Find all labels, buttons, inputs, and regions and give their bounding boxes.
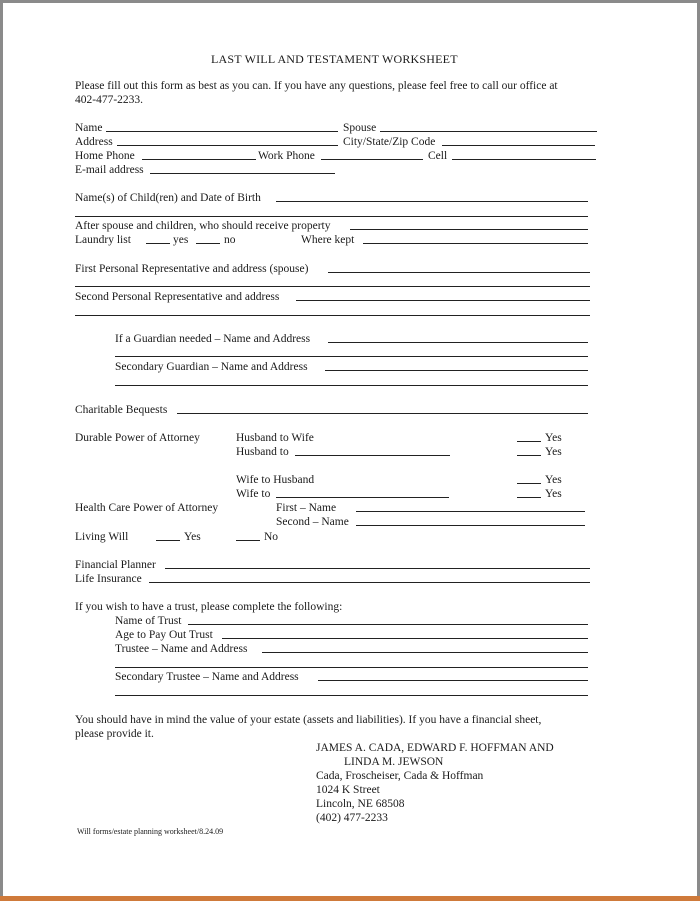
cell-field[interactable] — [452, 159, 596, 160]
secondary-guardian-field[interactable] — [325, 370, 588, 371]
health-poa-label: Health Care Power of Attorney — [75, 502, 219, 514]
trustee-field-line2[interactable] — [115, 667, 588, 668]
wife-to-yes-blank[interactable] — [517, 497, 541, 498]
firm-phone: (402) 477-2233 — [316, 812, 388, 824]
name-of-trust-field[interactable] — [188, 624, 588, 625]
email-label: E-mail address — [75, 164, 144, 176]
secondary-guardian-field-line2[interactable] — [115, 385, 588, 386]
first-name-label: First – Name — [276, 502, 337, 514]
life-insurance-field[interactable] — [149, 582, 590, 583]
laundry-yes-blank[interactable] — [146, 243, 170, 244]
husband-to-label: Husband to — [236, 446, 289, 458]
wife-to-husband-yes-label: Yes — [545, 474, 562, 486]
living-will-label: Living Will — [75, 531, 129, 543]
living-will-yes-label: Yes — [184, 531, 201, 543]
living-will-no-blank[interactable] — [236, 540, 260, 541]
second-rep-label: Second Personal Representative and address — [75, 291, 280, 303]
second-rep-field[interactable] — [296, 300, 590, 301]
husband-to-yes-blank[interactable] — [517, 455, 541, 456]
attorneys-line1: JAMES A. CADA, EDWARD F. HOFFMAN AND — [316, 742, 554, 754]
wife-to-husband-label: Wife to Husband — [236, 474, 315, 486]
secondary-trustee-field[interactable] — [318, 680, 588, 681]
wife-to-label: Wife to — [236, 488, 271, 500]
husband-to-wife-label: Husband to Wife — [236, 432, 314, 444]
email-field[interactable] — [150, 173, 335, 174]
living-will-yes-blank[interactable] — [156, 540, 180, 541]
document-title: LAST WILL AND TESTAMENT WORKSHEET — [211, 52, 458, 66]
cell-label: Cell — [428, 150, 448, 162]
age-payout-label: Age to Pay Out Trust — [115, 629, 213, 641]
children-label: Name(s) of Child(ren) and Date of Birth — [75, 192, 261, 204]
financial-planner-field[interactable] — [165, 568, 590, 569]
after-spouse-label: After spouse and children, who should receive property — [75, 220, 331, 232]
second-rep-field-line2[interactable] — [75, 315, 590, 316]
durable-poa-label: Durable Power of Attorney — [75, 432, 200, 444]
first-rep-field-line2[interactable] — [75, 286, 590, 287]
work-phone-field[interactable] — [321, 159, 423, 160]
spouse-label: Spouse — [343, 122, 377, 134]
firm-street: 1024 K Street — [316, 784, 380, 796]
name-of-trust-label: Name of Trust — [115, 615, 182, 627]
husband-to-wife-yes-label: Yes — [545, 432, 562, 444]
health-second-name-field[interactable] — [356, 525, 585, 526]
secondary-trustee-label: Secondary Trustee – Name and Address — [115, 671, 299, 683]
trustee-field[interactable] — [262, 652, 588, 653]
laundry-no-label: no — [224, 234, 236, 246]
firm-name: Cada, Froscheiser, Cada & Hoffman — [316, 770, 484, 782]
wife-to-field[interactable] — [276, 497, 449, 498]
guardian-label: If a Guardian needed – Name and Address — [115, 333, 311, 345]
secondary-trustee-field-line2[interactable] — [115, 695, 588, 696]
first-rep-label: First Personal Representative and address (spouse) — [75, 263, 309, 275]
firm-city: Lincoln, NE 68508 — [316, 798, 405, 810]
where-kept-label: Where kept — [301, 234, 355, 246]
guardian-field[interactable] — [328, 342, 588, 343]
financial-planner-label: Financial Planner — [75, 559, 156, 571]
husband-to-field[interactable] — [295, 455, 450, 456]
second-name-label: Second – Name — [276, 516, 349, 528]
home-phone-field[interactable] — [142, 159, 256, 160]
city-state-zip-label: City/State/Zip Code — [343, 136, 436, 148]
first-rep-field[interactable] — [328, 272, 590, 273]
address-label: Address — [75, 136, 113, 148]
life-insurance-label: Life Insurance — [75, 573, 142, 585]
children-field[interactable] — [276, 201, 588, 202]
secondary-guardian-label: Secondary Guardian – Name and Address — [115, 361, 308, 373]
charitable-label: Charitable Bequests — [75, 404, 168, 416]
charitable-field[interactable] — [177, 413, 588, 414]
spouse-field[interactable] — [380, 131, 597, 132]
guardian-field-line2[interactable] — [115, 356, 588, 357]
name-label: Name — [75, 122, 103, 134]
closing-text-2: please provide it. — [75, 728, 154, 740]
city-state-zip-field[interactable] — [442, 145, 595, 146]
address-field[interactable] — [117, 145, 338, 146]
closing-text: You should have in mind the value of your estate (assets and liabilities). If you have a financial sheet, — [75, 714, 542, 726]
home-phone-label: Home Phone — [75, 150, 135, 162]
children-field-line2[interactable] — [75, 216, 588, 217]
where-kept-field[interactable] — [363, 243, 588, 244]
wife-to-husband-yes-blank[interactable] — [517, 483, 541, 484]
footer-note: Will forms/estate planning worksheet/8.24.09 — [77, 827, 224, 836]
intro-text: Please fill out this form as best as you can. If you have any questions, please feel free to call our office at — [75, 80, 558, 92]
laundry-no-blank[interactable] — [196, 243, 220, 244]
trustee-label: Trustee – Name and Address — [115, 643, 248, 655]
husband-to-yes-label: Yes — [545, 446, 562, 458]
trust-intro: If you wish to have a trust, please complete the following: — [75, 601, 343, 613]
intro-phone: 402-477-2233. — [75, 94, 144, 106]
attorneys-line2: LINDA M. JEWSON — [344, 756, 444, 768]
health-first-name-field[interactable] — [356, 511, 585, 512]
husband-to-wife-yes-blank[interactable] — [517, 441, 541, 442]
laundry-list-label: Laundry list — [75, 234, 131, 246]
laundry-yes-label: yes — [173, 234, 189, 246]
wife-to-yes-label: Yes — [545, 488, 562, 500]
age-payout-field[interactable] — [222, 638, 588, 639]
living-will-no-label: No — [264, 531, 279, 543]
work-phone-label: Work Phone — [258, 150, 315, 162]
after-spouse-field[interactable] — [350, 229, 588, 230]
name-field[interactable] — [106, 131, 338, 132]
